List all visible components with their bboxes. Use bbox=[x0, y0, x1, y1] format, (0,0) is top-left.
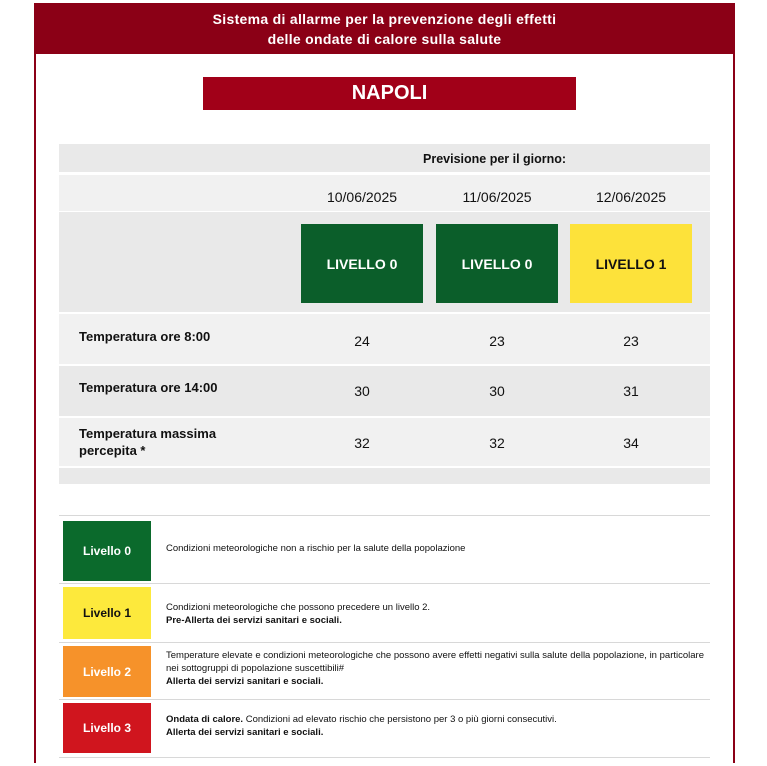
legend-alert-level-2: Allerta dei servizi sanitari e sociali. bbox=[166, 676, 324, 687]
legend-text-level-1 bbox=[166, 601, 704, 627]
legend-desc-text-level-3: Condizioni ad elevato rischio che persistono per 3 o più giorni consecutivi. bbox=[245, 714, 557, 725]
legend-desc-level-1: Condizioni meteorologiche che possono precedere un livello 2. bbox=[166, 602, 431, 613]
legend-text-level-0 bbox=[166, 542, 704, 555]
legend-lead-level-3: Ondata di calore. bbox=[166, 714, 244, 725]
page-header bbox=[36, 3, 733, 54]
temp-max-day-1: 32 bbox=[354, 435, 370, 451]
level-badge-day-3: LIVELLO 1 bbox=[570, 224, 692, 303]
legend-row-level-3 bbox=[59, 699, 710, 758]
temp-14-day-2: 30 bbox=[489, 383, 505, 399]
forecast-caption: Previsione per il giorno: bbox=[423, 152, 567, 166]
legend-swatch-level-0: Livello 0 bbox=[63, 521, 151, 581]
legend-desc-level-0: Condizioni meteorologiche non a rischio per la salute della popolazione bbox=[166, 543, 466, 554]
temp-14-day-1: 30 bbox=[354, 383, 370, 399]
date-day-2: 11/06/2025 bbox=[462, 189, 532, 205]
legend-row-level-1 bbox=[59, 583, 710, 642]
page-frame bbox=[34, 3, 735, 763]
legend-row-level-2 bbox=[59, 642, 710, 699]
temp-8-day-1: 24 bbox=[354, 333, 370, 349]
legend-text-level-2 bbox=[166, 649, 704, 688]
header-title-line1: Sistema di allarme per la prevenzione degli effetti bbox=[212, 11, 557, 27]
legend-swatch-level-1: Livello 1 bbox=[63, 587, 151, 639]
temp-8-day-3: 23 bbox=[623, 333, 639, 349]
level-badge-day-2: LIVELLO 0 bbox=[436, 224, 558, 303]
date-day-3: 12/06/2025 bbox=[595, 189, 667, 205]
forecast-caption-row bbox=[59, 144, 710, 172]
legend-row-level-0 bbox=[59, 515, 710, 582]
date-day-1: 10/06/2025 bbox=[326, 189, 398, 205]
temp-max-label bbox=[79, 425, 216, 459]
legend-alert-level-3: Allerta dei servizi sanitari e sociali. bbox=[166, 727, 324, 738]
legend-bottom-rule bbox=[59, 757, 710, 766]
temp-max-day-3: 34 bbox=[623, 435, 639, 451]
legend-desc-level-2: Temperature elevate e condizioni meteorologiche che possono avere effetti negativi sulla salute della popolazione, in particolare nei sottogruppi di popolazione suscettibili# bbox=[166, 650, 704, 674]
temp-8-row bbox=[59, 314, 710, 364]
city-title: NAPOLI bbox=[203, 77, 576, 110]
temp-14-row bbox=[59, 366, 710, 416]
legend-text-level-3 bbox=[166, 713, 704, 739]
forecast-dates-row bbox=[59, 175, 710, 211]
temp-8-label: Temperatura ore 8:00 bbox=[79, 329, 211, 344]
level-badge-day-1: LIVELLO 0 bbox=[301, 224, 423, 303]
legend-alert-level-1: Pre-Allerta dei servizi sanitari e sociali. bbox=[166, 615, 342, 626]
legend-swatch-level-3: Livello 3 bbox=[63, 703, 151, 753]
temp-8-day-2: 23 bbox=[489, 333, 505, 349]
temp-14-day-3: 31 bbox=[623, 383, 639, 399]
forecast-levels-row bbox=[59, 212, 710, 312]
temp-max-row bbox=[59, 418, 710, 466]
temp-max-label-line2: percepita * bbox=[79, 443, 146, 458]
header-title-line2: delle ondate di calore sulla salute bbox=[267, 31, 502, 47]
forecast-footer-bar bbox=[59, 468, 710, 484]
temp-max-day-2: 32 bbox=[489, 435, 505, 451]
temp-max-label-line1: Temperatura massima bbox=[79, 426, 217, 441]
temp-14-label: Temperatura ore 14:00 bbox=[79, 380, 218, 395]
legend-desc-level-3 bbox=[166, 713, 704, 726]
legend-swatch-level-2: Livello 2 bbox=[63, 646, 151, 697]
